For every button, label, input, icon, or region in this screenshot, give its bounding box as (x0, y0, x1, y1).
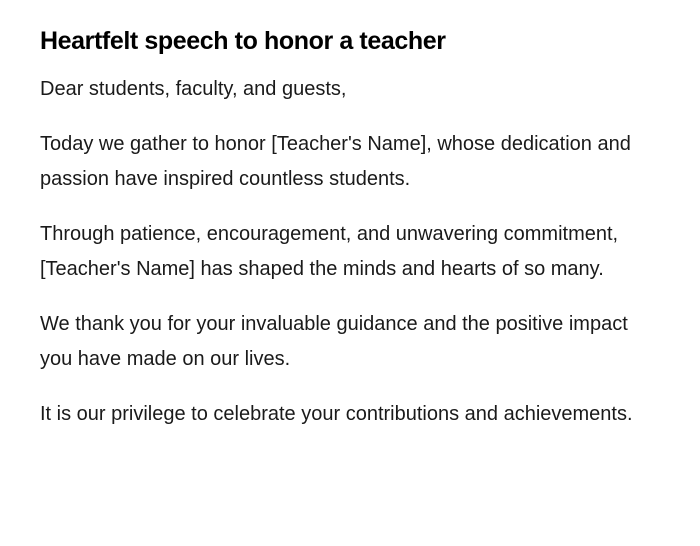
salutation-paragraph: Dear students, faculty, and guests, (40, 78, 347, 100)
body-paragraph-3: We thank you for your invaluable guidance and the positive impact you have made on our lives. (40, 313, 628, 370)
closing-paragraph: It is our privilege to celebrate your contributions and achievements. (40, 403, 633, 425)
body-paragraph-1: Today we gather to honor [Teacher's Name], whose dedication and passion have inspired countless students. (40, 133, 631, 190)
document-title: Heartfelt speech to honor a teacher (40, 27, 446, 55)
body-paragraph-2: Through patience, encouragement, and unwavering commitment, [Teacher's Name] has shaped the minds and hearts of so many. (40, 223, 619, 280)
